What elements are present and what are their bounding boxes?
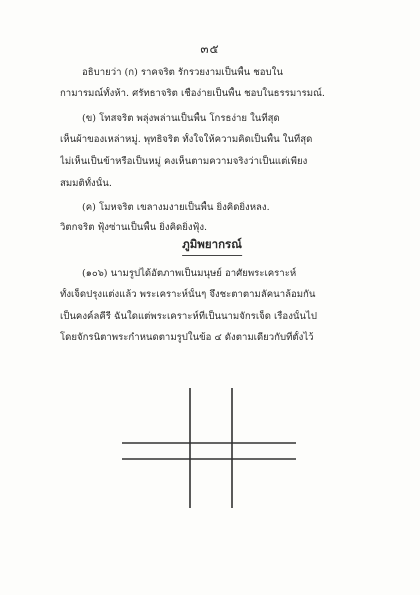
section-heading: ภูมิพยากรณ์ (182, 236, 242, 256)
page-number: ๓๕ (200, 42, 220, 56)
text-line: โดยจักรนิตาพระกำหนดตามรูปในข้อ ๔ ดังตามเดียวกับที่ตั้งไว้ (60, 332, 314, 343)
text-line: วิตกจริต ฟุ้งซ่านเป็นพื้น ยิ่งคิดยิ่งฟุ้ง. (60, 222, 208, 233)
text-line: ไม่เห็นเป็นข้าหรือเป็นหมู่ คงเห็นตามความจริงว่าเป็นแต่เพียง (60, 156, 308, 167)
text-line: (๑๐๖) นามรูปได้อัตภาพเป็นมนุษย์ อาศัยพระเคราะห์ (82, 268, 297, 279)
text-line: (ข) โทสจริต พลุ่งพล่านเป็นพื้น โกรธง่าย ในที่สุด (82, 113, 280, 124)
text-line: สมมติทั้งนั้น. (60, 178, 112, 189)
text-line: กามารมณ์ทั้งห้า. ศรัทธาจริต เชื่อง่ายเป็นพื้น ชอบในธรรมารมณ์. (60, 88, 325, 99)
text-line: อธิบายว่า (ก) ราคจริต รักรวยงามเป็นพื้น ชอบใน (82, 67, 283, 78)
text-line: (ค) โมหจริต เขลางมงายเป็นพื้น ยิ่งคิดยิ่งหลง. (82, 202, 270, 213)
text-line: ทั้งเจ็ดปรุงแต่งแล้ว พระเคราะห์นั้นๆ จึงชะตาตามลัคนาล้อมกัน (60, 289, 316, 300)
text-line: เห็นผ้าของเหล่าหมู่. พุทธิจริต ทั้งใจให้ความคิดเป็นพื้น ในที่สุด (60, 134, 313, 145)
text-line: เป็นคงค์ลคีรี ฉันใดแต่พระเคราะห์ที่เป็นนามจักรเจ็ด เรื่องนั้นไป (60, 311, 317, 322)
